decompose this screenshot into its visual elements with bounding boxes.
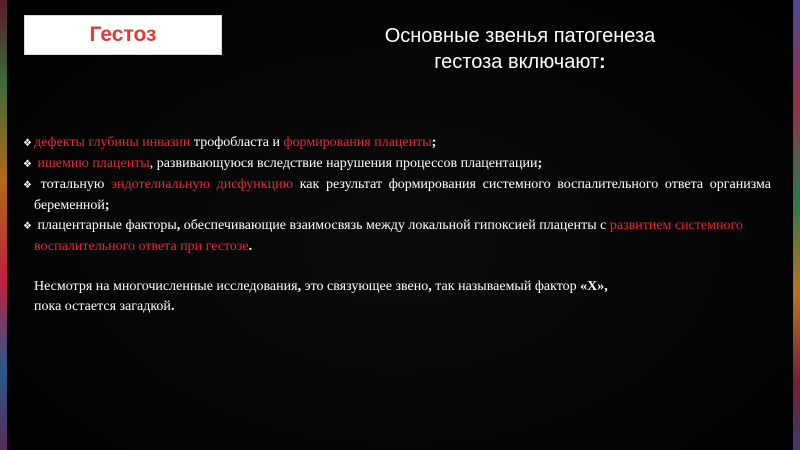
left-color-band xyxy=(0,0,7,450)
bullet-1-end: ; xyxy=(431,135,437,150)
closing-end: . xyxy=(170,299,175,314)
bullet-4-comma: , xyxy=(176,218,181,233)
bullet-3-text-1: тотальную xyxy=(34,177,112,192)
bullet-diamond-icon: ❖ xyxy=(23,159,32,170)
slide-body xyxy=(23,133,771,317)
bullet-item-1 xyxy=(23,133,771,154)
bullet-3-red-1: эндотелиальную дисфункцию xyxy=(111,177,294,192)
title-badge xyxy=(24,15,222,55)
closing-text-2: это связующее звено xyxy=(301,279,429,294)
right-color-band xyxy=(793,0,800,450)
closing-paragraph xyxy=(23,277,771,317)
bullet-item-4 xyxy=(23,216,771,237)
bullet-4-text-2: обеспечивающие взаимосвязь между локальной гипоксией плаценты с xyxy=(180,218,610,233)
bullet-diamond-icon: ❖ xyxy=(23,180,32,191)
bullet-4-text-1: плацентарные факторы xyxy=(34,218,177,233)
bullet-1-red-2: формирования плаценты xyxy=(283,135,432,150)
bullet-3-end: ; xyxy=(104,198,110,213)
bullet-4-continuation xyxy=(23,237,771,257)
heading-line-2 xyxy=(330,49,710,75)
closing-comma-1: , xyxy=(297,279,302,294)
heading-colon: : xyxy=(599,51,606,73)
badge-title: Гестоз xyxy=(89,23,157,46)
heading-line-2-text: гестоза включают xyxy=(434,51,600,73)
bullet-4-end: . xyxy=(248,239,253,254)
bullet-2-text-1: , развивающуюся вследствие нарушения процессов плацентации xyxy=(149,156,538,171)
bullet-diamond-icon: ❖ xyxy=(23,138,32,149)
heading-line-1: Основные звенья патогенеза xyxy=(384,25,656,47)
bullet-1-red-1: дефекты глубины инвазии xyxy=(34,135,191,150)
bullet-2-end: ; xyxy=(537,156,543,171)
bullet-item-3 xyxy=(23,175,771,216)
paragraph-spacer xyxy=(23,257,771,277)
closing-text-1: Несмотря на многочисленные исследования xyxy=(34,279,298,294)
closing-text-4: пока остается загадкой xyxy=(34,299,171,314)
bullet-4-red-1: развитием системного xyxy=(609,218,743,233)
bullet-4-red-2: воспалительного ответа при гестозе xyxy=(34,239,249,254)
bullet-2-red-1: ишемию плаценты xyxy=(34,156,150,171)
closing-text-3: так называемый фактор xyxy=(431,279,581,294)
bullet-item-2 xyxy=(23,154,771,175)
bullet-diamond-icon: ❖ xyxy=(23,221,32,232)
closing-comma-2: , xyxy=(428,279,432,294)
closing-factor: «Х», xyxy=(580,279,608,294)
slide-heading xyxy=(330,23,710,75)
bullet-3-text-2: как результат формирования системного воспалительного ответа организма беременной xyxy=(34,177,772,213)
bullet-1-text-1: трофобласта и xyxy=(190,135,284,150)
